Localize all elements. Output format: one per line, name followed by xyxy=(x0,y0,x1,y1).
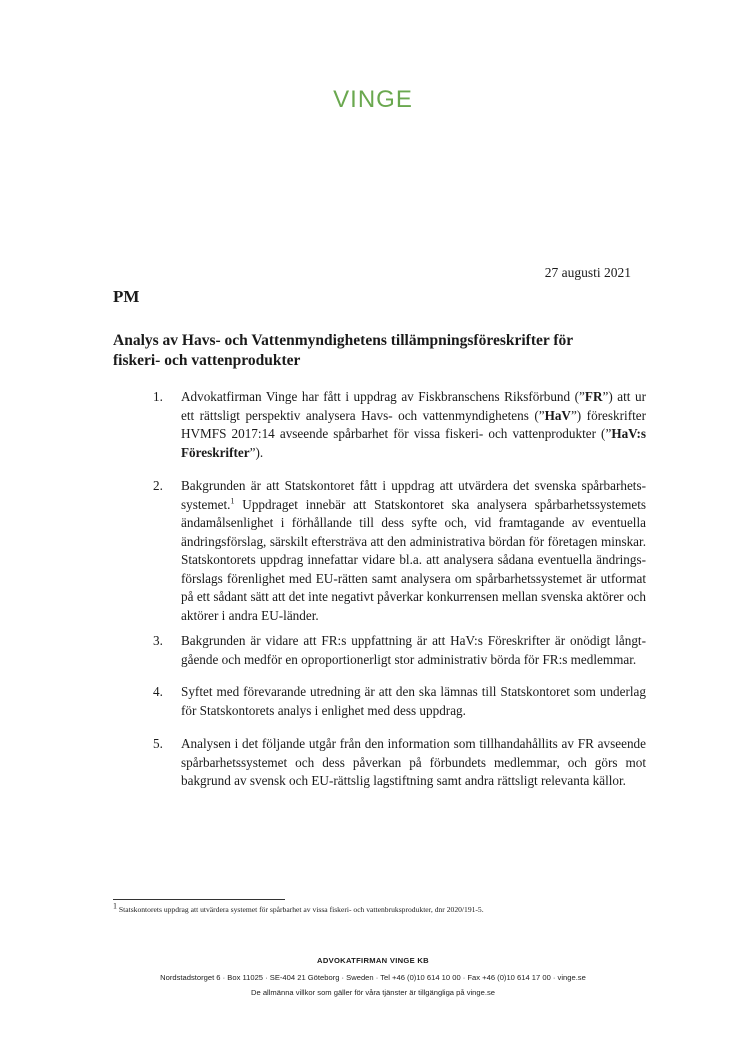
paragraph-number: 5. xyxy=(153,736,163,751)
paragraph-3 xyxy=(113,632,646,669)
title-line-2: fiskeri- och vattenprodukter xyxy=(113,352,301,369)
paragraph-text: Analysen i det följande utgår från den information som tillhandahållits av FR avseende spårbarhetssystemet och dess påverkan på förbundets medlemmar, och görs mot bakgrund av svensk och EU-rättslig lagstiftning samt andra rättsligt relevanta källor. xyxy=(181,736,646,788)
paragraph-text: Bakgrunden är att Statskontoret fått i uppdrag att utvärdera det svenska spårbarhets-systemet.$^1$ Uppdraget innebär att Statskontoret ska analysera spårbarhetssystemets ändamålsenlighet i förhållande till dess syfte och, vid framtagande av eventuella ändringsförslag, särskilt eftersträva att den administrativa bördan för företagen minskar. Statskontorets uppdrag innefattar vidare bl.a. att analysera sådana eventuella ändrings-förslags förenlighet med EU-rätten samt analysera om spårbarhetssystemet är utformat på ett sådant sätt att det inte negativt påverkar konkurrensen mellan svenska aktörer och aktörer i andra EU-länder. xyxy=(181,478,646,623)
title-line-1: Analys av Havs- och Vattenmyndighetens tillämpningsföreskrifter för xyxy=(113,332,574,349)
footnote-marker: 1 xyxy=(113,901,117,911)
paragraph-text: Syftet med förevarande utredning är att den ska lämnas till Statskontoret som underlag för Statskontorets analys i enlighet med dess uppdrag. xyxy=(181,684,646,718)
paragraph-number: 4. xyxy=(153,684,163,699)
paragraph-number: 3. xyxy=(153,633,163,648)
footer-firm-name: ADVOKATFIRMAN VINGE KB xyxy=(317,956,429,965)
paragraph-number: 1. xyxy=(153,389,163,404)
paragraph-5 xyxy=(113,735,646,791)
paragraph-4 xyxy=(113,683,646,720)
vinge-logo: VINGE xyxy=(333,86,413,113)
paragraph-text: Bakgrunden är vidare att FR:s uppfattning är att HaV:s Föreskrifter är onödigt långt-gående och medför en oproportionerligt stor administrativ börda för FR:s medlemmar. xyxy=(181,633,646,667)
footer-terms: De allmänna villkor som gäller för våra tjänster är tillgängliga på vinge.se xyxy=(251,988,495,997)
paragraph-number: 2. xyxy=(153,478,163,493)
footnote-reference[interactable]: 1 xyxy=(230,496,235,506)
document-title xyxy=(113,331,643,371)
footer-address: Nordstadstorget 6 · Box 11025 · SE-404 21 Göteborg · Sweden · Tel +46 (0)10 614 10 00 · Fax +46 (0)10 614 17 00 · vinge.se xyxy=(160,973,586,982)
paragraph-2 xyxy=(113,477,646,625)
document-type-label: PM xyxy=(113,287,140,306)
paragraph-1 xyxy=(113,388,646,462)
document-date: 27 augusti 2021 xyxy=(544,265,631,280)
footnote: $^1$ Statskontorets uppdrag att utvärdera systemet för spårbarhet av vissa fiskeri- och vattenbruksprodukter, dnr 2020/191-5. xyxy=(113,901,484,914)
paragraph-text: Advokatfirman Vinge har fått i uppdrag av Fiskbranschens Riksförbund (”FR”) att ur ett rättsligt perspektiv analysera Havs- och vattenmyndighetens (”HaV”) föreskrifter HVMFS 2017:14 avseende spårbarhet för vissa fiskeri- och vattenprodukter (”HaV:s Föreskrifter”). xyxy=(181,389,646,460)
footnote-divider xyxy=(113,899,285,900)
